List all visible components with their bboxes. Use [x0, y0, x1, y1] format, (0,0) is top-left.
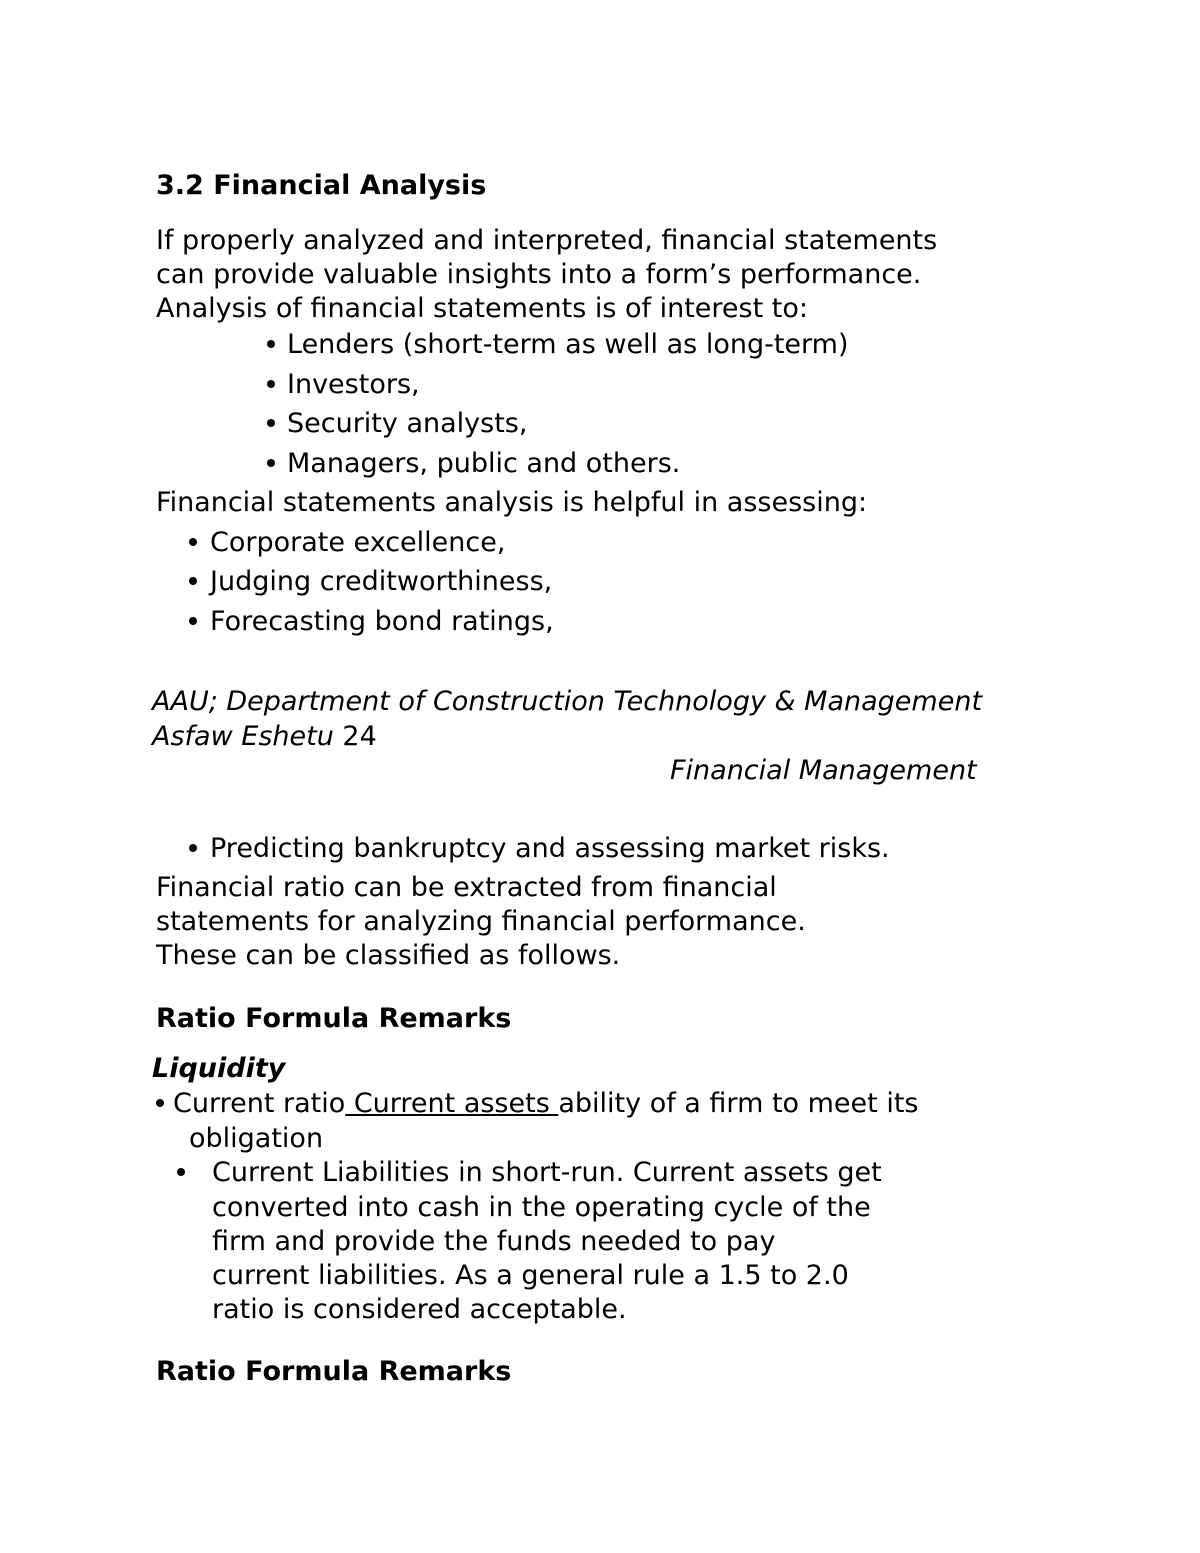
current-assets-numerator: Current assets: [345, 1088, 559, 1119]
bullet-icon: [189, 577, 197, 585]
helpful-item: Corporate excellence,: [210, 527, 506, 558]
section-heading: 3.2 Financial Analysis: [156, 170, 487, 201]
intro-line-2: can provide valuable insights into a form’s performance.: [156, 259, 922, 290]
liquidity-heading: Liquidity: [152, 1053, 286, 1084]
bullet-icon: [267, 459, 275, 467]
interest-item: Investors,: [287, 369, 420, 400]
table-header-2: Ratio Formula Remarks: [156, 1356, 512, 1387]
page-number: 24: [342, 721, 377, 752]
current-ratio-label: Current ratio: [173, 1088, 346, 1119]
bullet-icon: [267, 340, 275, 348]
intro-line-3: Analysis of financial statements is of interest to:: [156, 293, 808, 324]
bullet-icon: [189, 844, 197, 852]
bullet-icon: [267, 380, 275, 388]
current-ratio-remark-cont: obligation: [189, 1123, 324, 1154]
interest-item: Managers, public and others.: [287, 448, 681, 479]
ratio-para-line-3: These can be classified as follows.: [156, 940, 621, 971]
bullet-icon: [189, 538, 197, 546]
ratio-para-line-1: Financial ratio can be extracted from financial: [156, 872, 777, 903]
intro-line-1: If properly analyzed and interpreted, financial statements: [156, 225, 938, 256]
current-ratio-remark: ability of a firm to meet its: [558, 1088, 919, 1119]
interest-item: Lenders (short-term as well as long-term): [287, 329, 849, 360]
footer-course: Financial Management: [670, 755, 977, 786]
footer-department: AAU; Department of Construction Technology & Management: [152, 686, 983, 717]
table-header: Ratio Formula Remarks: [156, 1003, 512, 1034]
footer-author: Asfaw Eshetu: [152, 721, 334, 752]
footer-author-line: [152, 723, 377, 750]
bullet-icon: [177, 1168, 185, 1176]
interest-item: Security analysts,: [287, 408, 528, 439]
current-liab-line-5: ratio is considered acceptable.: [212, 1294, 627, 1325]
current-liab-line-3: firm and provide the funds needed to pay: [212, 1226, 776, 1257]
bullet-icon: [189, 617, 197, 625]
bankruptcy-item: Predicting bankruptcy and assessing market risks.: [210, 833, 890, 864]
current-liab-line-2: converted into cash in the operating cycle of the: [212, 1192, 871, 1223]
helpful-intro: Financial statements analysis is helpful in assessing:: [156, 487, 868, 518]
current-ratio-line: [173, 1090, 918, 1117]
current-liab-line-1: Current Liabilities in short-run. Current assets get: [212, 1157, 882, 1188]
helpful-item: Forecasting bond ratings,: [210, 606, 554, 637]
ratio-para-line-2: statements for analyzing financial performance.: [156, 906, 806, 937]
bullet-icon: [156, 1099, 164, 1107]
helpful-item: Judging creditworthiness,: [210, 566, 553, 597]
bullet-icon: [267, 419, 275, 427]
current-liab-line-4: current liabilities. As a general rule a 1.5 to 2.0: [212, 1260, 849, 1291]
